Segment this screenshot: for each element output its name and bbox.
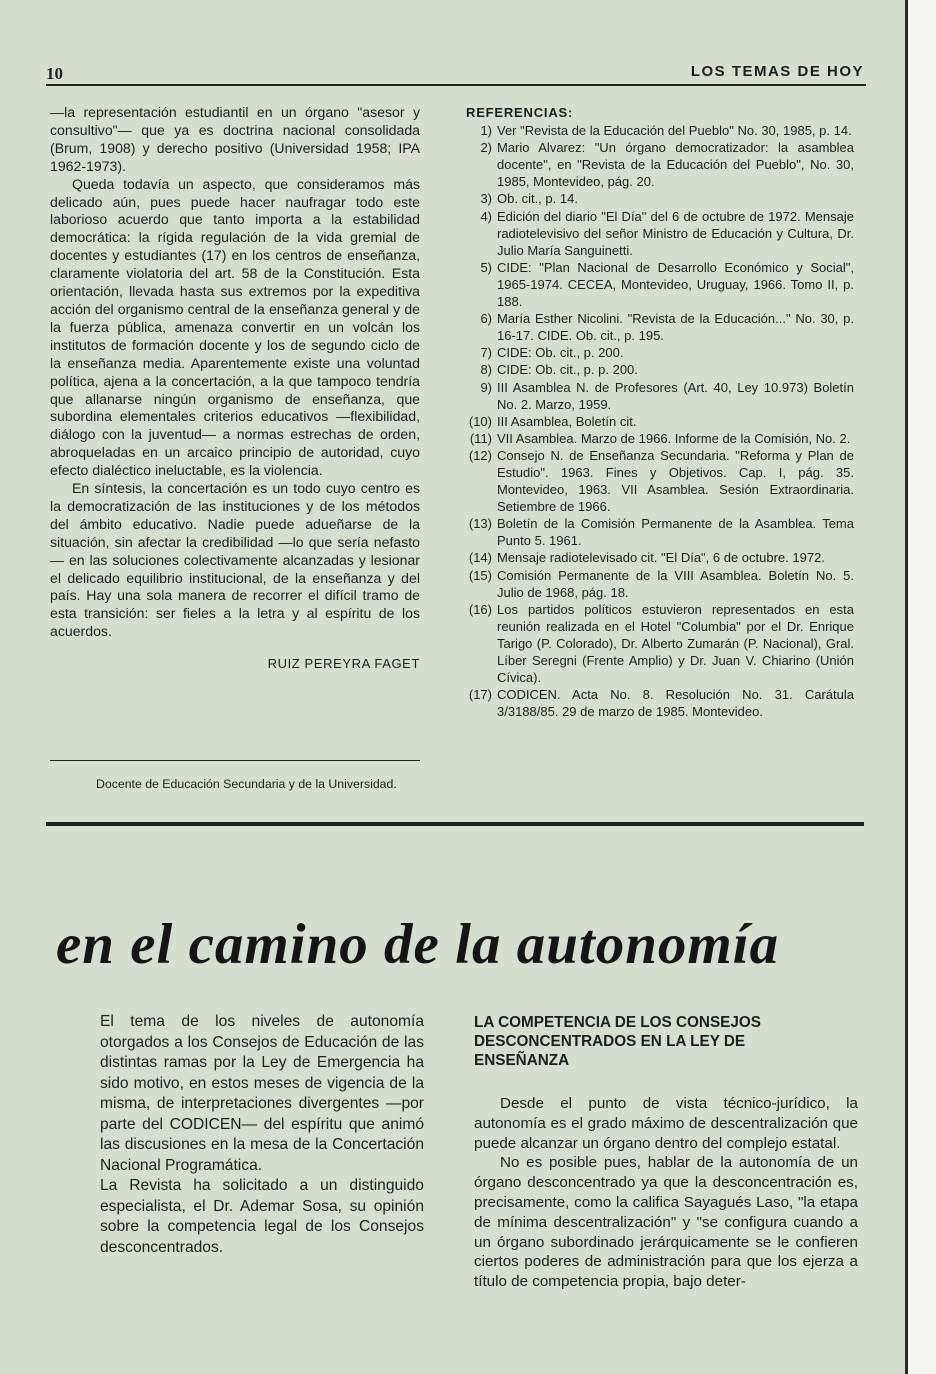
reference-number: 2) (480, 140, 492, 156)
body-paragraph: Desde el punto de vista técnico-jurídico, la autonomía es el grado máximo de descentralización que puede alcanzar un órgano dentro del complejo estatal. (474, 1095, 858, 1152)
left-column (50, 104, 420, 673)
reference-number: 7) (480, 345, 492, 361)
reference-text: CIDE: Ob. cit., p. 200. (497, 345, 624, 361)
reference-item (466, 190, 854, 207)
article-headline: en el camino de la autonomía (56, 913, 780, 976)
bio-rule (50, 760, 420, 761)
left-paragraph: En síntesis, la concertación es un todo cuyo centro es la democratización de las instituciones y de los métodos del ámbito educativo. Nadie puede adueñarse de la situación, sin afectar la credibilidad —lo que sería nefasto— en las soluciones colectivamente alcanzadas y lesionar el delicado equilibrio institucional, de la enseñanza y del país. Hay una sola manera de recorrer el difícil tramo de esta transición: ser fieles a la letra y al espíritu de los acuerdos. (50, 480, 420, 640)
reference-item (466, 361, 854, 378)
page-edge (906, 0, 936, 1374)
left-paragraph: Queda todavía un aspecto, que consideramos más delicado aún, pues puede hacer naufragar todo este laborioso acuerdo que tanto importa a la estabilidad democrática: la rígida regulación de la vida gremial de docentes y estudiantes (17) en los centros de enseñanza, claramente violatoria del art. 58 de la Constitución. Esta orientación, llevada hasta sus extremos por la expeditiva acción del organismo central de la enseñanza general y de la fuerza pública, amenaza convertir en un volcán los institutos de formación docente y los de segundo ciclo de la enseñanza media. Aparentemente existe una voluntad política, ajena a la concertación, a la que tampoco tendría que allanarse ningún organismo de enseñanza, que subordina elementales criterios educativos —flexibilidad, diálogo con la juventud— a normas estrechas de orden, abroqueladas en un arcaico principio de autoridad, cuyo efecto dialéctico ineluctable, es la violencia. (50, 175, 420, 479)
reference-text: Mensaje radiotelevisado cit. "El Día", 6 de octubre. 1972. (497, 550, 825, 566)
references-list (466, 122, 854, 720)
reference-number: (12) (468, 447, 492, 463)
body-paragraph: No es posible pues, hablar de la autonomía de un órgano desconcentrado ya que la desconcentración es, precisamente, como la califica Sayagués Laso, "la etapa de mínima descentralización" y "se configura cuando a un órgano subordinado jerárquicamente se le confieren ciertos poderes de administración para que los ejerza a título de competencia propia, bajo deter- (474, 1154, 858, 1291)
reference-number: (11) (469, 430, 492, 446)
intro-paragraph: La Revista ha solicitado a un distinguido especialista, el Dr. Ademar Sosa, su opinión sobre la competencia legal de los Consejos desconcentrados. (100, 1177, 424, 1256)
left-paragraph: —la representación estudiantil en un órgano "asesor y consultivo"— que ya es doctrina nacional consolidada (Brum, 1908) y derecho positivo (Universidad 1958; IPA 1962-1973). (50, 104, 420, 174)
reference-number: (10) (468, 413, 492, 429)
reference-text: III Asamblea N. de Profesores (Art. 40, Ley 10.973) Boletín No. 2. Marzo, 1959. (497, 379, 854, 412)
reference-item (466, 310, 854, 344)
reference-text: III Asamblea, Boletín cit. (497, 413, 637, 429)
reference-text: CODICEN. Acta No. 8. Resolución No. 31. Carátula 3/3188/85. 29 de marzo de 1985. Montevideo. (497, 687, 854, 720)
reference-item (466, 259, 854, 310)
reference-item (466, 379, 854, 413)
reference-item (466, 549, 854, 566)
reference-item (466, 122, 854, 139)
reference-item (466, 567, 854, 601)
reference-number: (17) (468, 687, 492, 703)
article-intro (100, 1012, 424, 1258)
page-number: 10 (46, 64, 63, 83)
author-signature: RUIZ PEREYRA FAGET (267, 656, 420, 672)
article-body (474, 1094, 858, 1292)
reference-number: (15) (468, 567, 492, 583)
reference-text: Mario Alvarez: "Un órgano democratizador: la asamblea docente", en "Revista de la Educación del Pueblo", No. 30, 1985, Montevideo, pág. 20. (497, 140, 854, 190)
references-title: REFERENCIAS: (466, 105, 574, 120)
references (466, 104, 854, 720)
reference-text: CIDE: Ob. cit., p. p. 200. (497, 362, 638, 378)
reference-text: CIDE: "Plan Nacional de Desarrollo Económico y Social", 1965-1974. CECEA, Montevideo, Uruguay, 1966. Tomo II, p. 188. (497, 259, 854, 310)
intro-paragraph: El tema de los niveles de autonomía otorgados a los Consejos de Educación de las distintas ramas por la Ley de Emergencia ha sido motivo, en estos meses de vigencia de la misma, de interpretaciones divergentes —por parte del CODICEN— del espíritu que animó las discusiones en la mesa de la Concertación Nacional Programática. (100, 1013, 424, 1174)
page-edge-line (905, 0, 908, 1374)
reference-number: 1) (480, 123, 492, 139)
reference-text: Ob. cit., p. 14. (497, 191, 578, 207)
reference-text: Edición del diario "El Día" del 6 de octubre de 1972. Mensaje radiotelevisivo del señor Ministro de Educación y Cultura, Dr. Julio María Sanguinetti. (497, 208, 854, 258)
reference-text: Consejo N. de Enseñanza Secundaria. "Reforma y Plan de Estudio". 1963. Fines y Objetivos. Cap. I, pág. 35. Montevideo, 1963. VII Asamblea. Sesión Extraordinaria. Setiembre de 1966. (497, 447, 854, 515)
reference-item (466, 413, 854, 430)
reference-item (466, 139, 854, 190)
reference-number: 6) (480, 311, 492, 327)
reference-number: (13) (468, 516, 492, 532)
reference-number: 8) (480, 362, 492, 378)
reference-item (466, 430, 854, 447)
reference-item (466, 515, 854, 549)
reference-number: (14) (468, 550, 492, 566)
reference-text: Boletín de la Comisión Permanente de la Asamblea. Tema Punto 5. 1961. (497, 516, 854, 549)
author-bio: Docente de Educación Secundaria y de la Universidad. (96, 777, 397, 791)
reference-number: 5) (480, 259, 492, 275)
header-rule (46, 84, 866, 86)
reference-item (466, 447, 854, 515)
reference-text: María Esther Nicolini. "Revista de la Educación..." No. 30, p. 16-17. CIDE. Ob. cit., p. 195. (497, 311, 854, 344)
reference-number: 4) (480, 208, 492, 224)
section-divider (46, 822, 864, 826)
running-head: LOS TEMAS DE HOY (690, 63, 864, 80)
reference-number: 3) (480, 191, 492, 207)
reference-item (466, 686, 854, 720)
reference-text: Comisión Permanente de la VIII Asamblea. Boletín No. 5. Julio de 1968, pág. 18. (497, 567, 854, 600)
reference-item (466, 208, 854, 259)
reference-text: Ver "Revista de la Educación del Pueblo" No. 30, 1985, p. 14. (497, 123, 852, 139)
reference-item (466, 344, 854, 361)
reference-number: 9) (480, 379, 492, 395)
reference-number: (16) (468, 601, 492, 617)
reference-text: Los partidos políticos estuvieron representados en esta reunión realizada en el Hotel "Columbia" por el Dr. Enrique Tarigo (P. Colorado), Dr. Alberto Zumarán (P. Nacional), Gral. Líber Seregni (Frente Amplio) y Dr. Juan V. Chiarino (Unión Cívica). (497, 601, 854, 686)
reference-item (466, 601, 854, 686)
section-heading: LA COMPETENCIA DE LOS CONSEJOS DESCONCENTRADOS EN LA LEY DE ENSEÑANZA (474, 1014, 761, 1069)
reference-text: VII Asamblea. Marzo de 1966. Informe de la Comisión, No. 2. (497, 430, 851, 446)
